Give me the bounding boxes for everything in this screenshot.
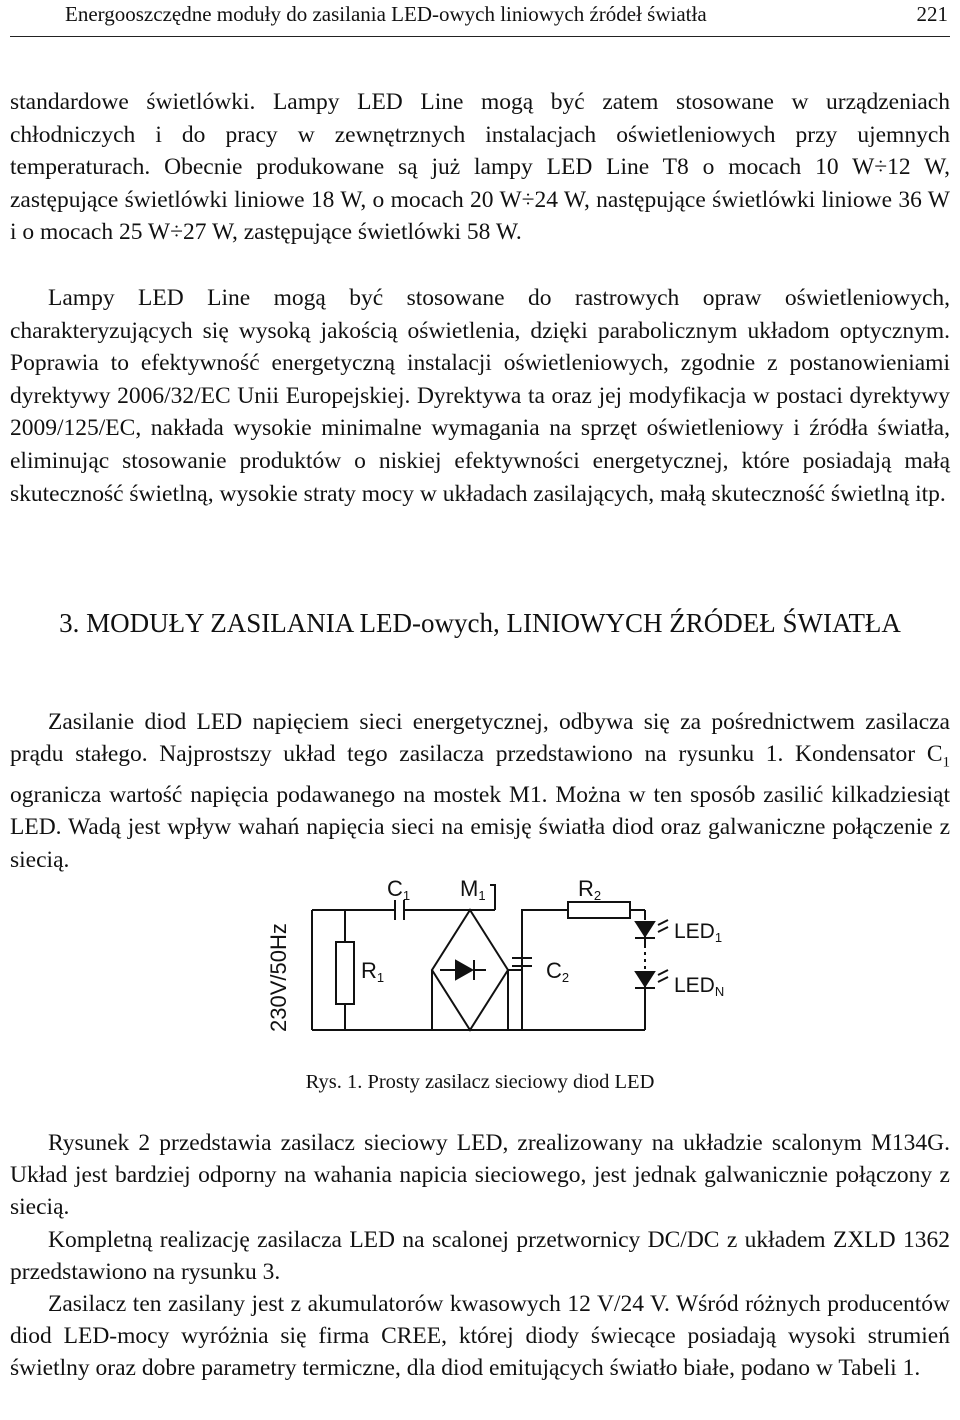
page-number: 221	[916, 2, 948, 26]
svg-text:C1: C1	[387, 876, 411, 903]
svg-text:R2: R2	[578, 876, 602, 903]
svg-text:R1: R1	[361, 958, 385, 985]
paragraph-4: Rysunek 2 przedstawia zasilacz sieciowy LED, zrealizowany na układzie scalonym M134G. Układ jest bardziej odporny na wahania napicia sieciowego, jest jednak galwanicznie połączony z siecią.	[10, 1130, 950, 1221]
paragraph-6: Zasilacz ten zasilany jest z akumulatorów kwasowych 12 V/24 V. Wśród różnych producentów diod LED-mocy wyróżnia się firma CREE, której diody świecące posiadają wysoki strumień świetlny oraz dobre parametry termiczne, dla diod emitujących światło białe, podano w Tabeli 1.	[10, 1291, 950, 1382]
svg-text:M1: M1	[460, 876, 486, 903]
svg-text:C2: C2	[546, 958, 570, 985]
paragraph-1: standardowe świetlówki. Lampy LED Line mogą być zatem stosowane w urządzeniach chłodniczych i do pracy w zewnętrznych instalacjach oświetleniowych przy ujemnych temperaturach. Obecnie produkowane są już lampy LED Line T8 o mocach 10 W÷12 W, zastępujące świetlówki liniowe 18 W, o mocach 20 W÷24 W, następujące świetlówki liniowe 36 W i o mocach 25 W÷27 W, zastępujące świetlówki 58 W.	[10, 89, 950, 246]
paragraph-3: Zasilanie diod LED napięciem sieci energetycznej, odbywa się za pośrednictwem zasilacza prądu stałego. Najprostszy układ tego zasilacza przedstawiono na rysunku 1. Kondensator $C_1$ ogranicza wartość napięcia podawanego na mostek M1. Można w ten sposób zasilić kilkadziesiąt LED. Wadą jest wpływ wahań napięcia sieci na emisję światła diod oraz galwaniczne połączenie z siecią.	[10, 709, 950, 873]
svg-text:LEDN: LEDN	[674, 974, 725, 999]
svg-text:LED1: LED1	[674, 920, 723, 945]
paragraph-5: Kompletną realizację zasilacza LED na scalonej przetwornicy DC/DC z układem ZXLD 1362 przedstawiono na rysunku 3.	[10, 1227, 950, 1286]
running-title: Energooszczędne moduły do zasilania LED-owych liniowych źródeł światła	[65, 2, 707, 26]
running-header	[10, 0, 950, 37]
section-heading: 3. MODUŁY ZASILANIA LED-owych, LINIOWYCH ŹRÓDEŁ ŚWIATŁA	[59, 608, 901, 638]
svg-text:230V/50Hz: 230V/50Hz	[266, 923, 291, 1032]
figure-caption: Rys. 1. Prosty zasilacz sieciowy diod LED	[305, 1071, 655, 1093]
circuit-diagram	[250, 870, 760, 1045]
paragraph-2: Lampy LED Line mogą być stosowane do rastrowych opraw oświetleniowych, charakteryzujących się wysoką jakością oświetlenia, dzięki parabolicznym układom optycznym. Poprawia to efektywność energetyczną instalacji oświetleniowych, zgodnie z postanowieniami dyrektywy 2006/32/EC Unii Europejskiej. Dyrektywa ta oraz jej modyfikacja w postaci dyrektywy 2009/125/EC, nakłada wysokie minimalne wymagania na sprzęt oświetleniowy i źródła światła, eliminując stosowanie produktów o niskiej efektywności energetycznej, które posiadają małą skuteczność świetlną, wysokie straty mocy w układach zasilających, małą skuteczność świetlną itp.	[10, 285, 950, 507]
